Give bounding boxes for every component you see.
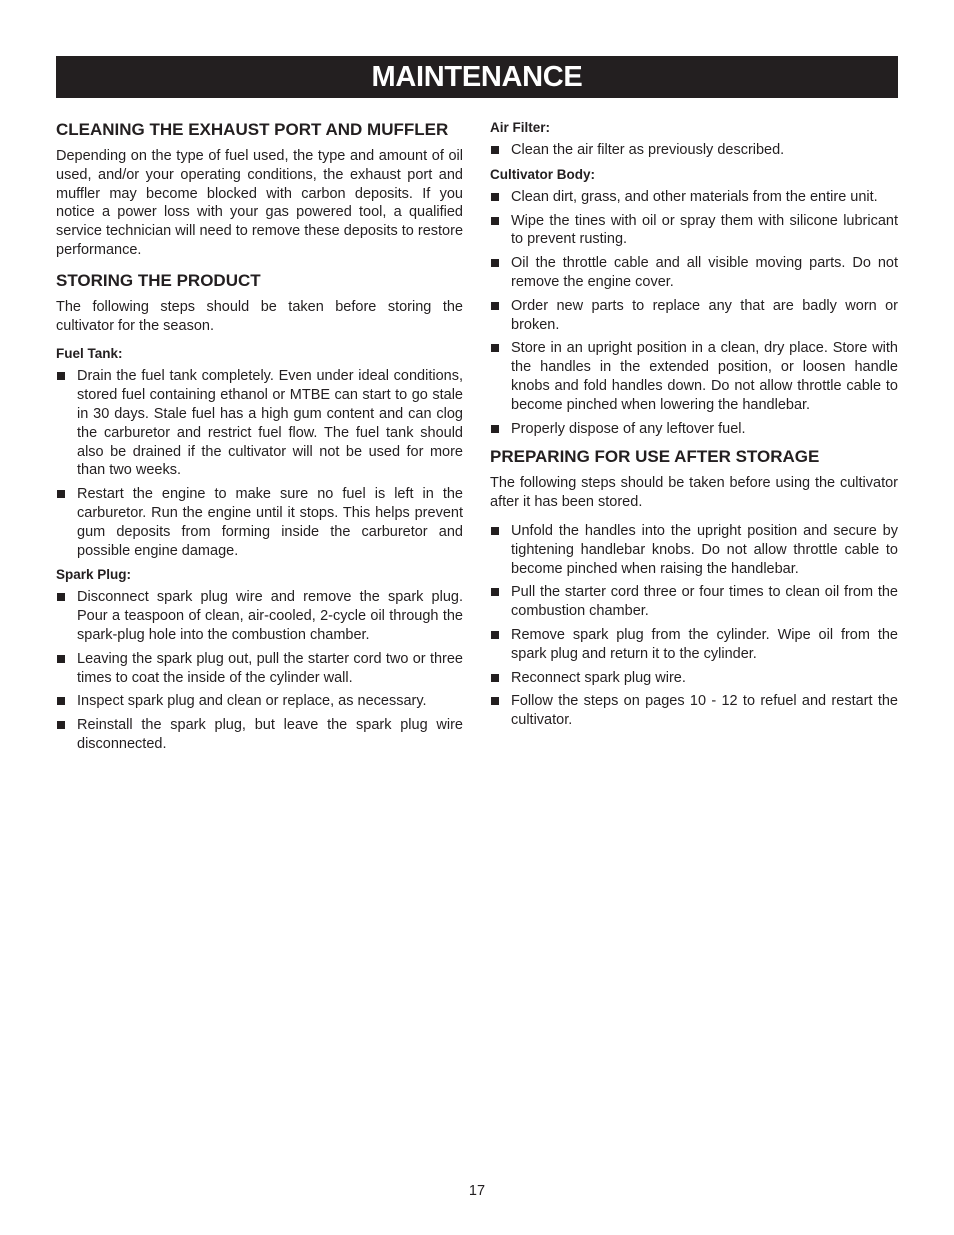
square-bullet-icon — [491, 588, 499, 596]
square-bullet-icon — [491, 674, 499, 682]
list-item-text: Unfold the handles into the upright position and secure by tightening handlebar knobs. Do not allow throttle cable to become pinched when raising the handlebar. — [511, 522, 898, 577]
cultivator-body-label: Cultivator Body: — [490, 166, 596, 182]
list-item-text: Follow the steps on pages 10 - 12 to refuel and restart the cultivator. — [511, 693, 898, 729]
list-item — [490, 522, 898, 578]
list-item-text: Wipe the tines with oil or spray them with silicone lubricant to prevent rusting. — [511, 212, 898, 248]
list-item-text: Inspect spark plug and clean or replace, as necessary. — [77, 693, 427, 710]
preparing-heading: PREPARING FOR USE AFTER STORAGE — [490, 447, 820, 467]
list-item-text: Order new parts to replace any that are badly worn or broken. — [511, 297, 898, 333]
list-item-text: Remove spark plug from the cylinder. Wipe oil from the spark plug and return it to the cylinder. — [511, 626, 898, 662]
list-item-text: Properly dispose of any leftover fuel. — [511, 420, 746, 437]
list-item — [56, 650, 463, 688]
exhaust-heading: CLEANING THE EXHAUST PORT AND MUFFLER — [56, 120, 449, 139]
spark-plug-label: Spark Plug: — [56, 567, 132, 583]
list-item — [56, 485, 463, 560]
fuel-tank-label: Fuel Tank: — [56, 346, 123, 362]
square-bullet-icon — [491, 146, 499, 154]
storing-heading: STORING THE PRODUCT — [56, 270, 261, 290]
page-banner-title: MAINTENANCE — [56, 56, 898, 98]
square-bullet-icon — [57, 372, 65, 380]
air-filter-label: Air Filter: — [490, 120, 551, 135]
list-item — [56, 588, 463, 644]
list-item — [490, 141, 898, 160]
square-bullet-icon — [57, 490, 65, 498]
list-item — [490, 420, 898, 439]
list-item — [490, 692, 898, 730]
square-bullet-icon — [57, 655, 65, 663]
list-item — [56, 716, 463, 754]
list-item-text: Clean dirt, grass, and other materials from the entire unit. — [511, 188, 878, 205]
square-bullet-icon — [491, 344, 499, 352]
square-bullet-icon — [57, 593, 65, 601]
square-bullet-icon — [491, 217, 499, 225]
preparing-intro: The following steps should be taken before using the cultivator after it has been stored. — [490, 475, 898, 511]
list-item — [490, 212, 898, 250]
square-bullet-icon — [491, 697, 499, 705]
square-bullet-icon — [491, 425, 499, 433]
list-item-text: Clean the air filter as previously described. — [511, 142, 785, 158]
list-item — [490, 297, 898, 335]
spark-plug-list — [56, 588, 463, 753]
page-number: 17 — [468, 1183, 486, 1199]
storing-intro: The following steps should be taken before storing the cultivator for the season. — [56, 298, 463, 334]
square-bullet-icon — [491, 193, 499, 201]
list-item-text: Reconnect spark plug wire. — [511, 669, 686, 686]
list-item-text: Leaving the spark plug out, pull the starter cord two or three times to coat the inside of the cylinder wall. — [77, 650, 463, 686]
square-bullet-icon — [57, 697, 65, 705]
list-item — [490, 254, 898, 292]
air-filter-list — [490, 141, 898, 160]
fuel-tank-list — [56, 367, 463, 560]
square-bullet-icon — [491, 527, 499, 535]
list-item-text: Oil the throttle cable and all visible moving parts. Do not remove the engine cover. — [511, 255, 898, 290]
square-bullet-icon — [491, 259, 499, 267]
square-bullet-icon — [491, 302, 499, 310]
preparing-list — [490, 522, 898, 730]
list-item — [56, 692, 463, 711]
list-item — [490, 339, 898, 414]
list-item — [490, 669, 898, 688]
list-item-text: Restart the engine to make sure no fuel is left in the carburetor. Run the engine until it stops. This helps prevent gum deposits from forming inside the carburetor and possible engine damage. — [77, 486, 463, 559]
list-item-text: Pull the starter cord three or four times to clean oil from the combustion chamber. — [511, 584, 898, 620]
square-bullet-icon — [57, 721, 65, 729]
list-item — [490, 626, 898, 664]
list-item — [490, 188, 898, 207]
list-item-text: Reinstall the spark plug, but leave the spark plug wire disconnected. — [77, 717, 463, 752]
list-item — [490, 583, 898, 621]
left-column — [56, 119, 463, 760]
list-item-text: Disconnect spark plug wire and remove the spark plug. Pour a teaspoon of clean, air-cooled, 2-cycle oil through the spark-plug hole into the combustion chamber. — [77, 589, 463, 643]
list-item-text: Drain the fuel tank completely. Even under ideal conditions, stored fuel containing ethanol or MTBE can start to go stale in 30 days. Stale fuel has a high gum content and can clog the carburetor and restrict fuel flow. The fuel tank should also be drained if the cultivator will not be used for more than two weeks. — [77, 368, 463, 479]
right-column — [490, 119, 898, 736]
list-item-text: Store in an upright position in a clean, dry place. Store with the handles in the extended position, or loosen handle knobs and fold handles down. Do not allow throttle cable to become pinched when lowering the handlebar. — [511, 340, 898, 413]
exhaust-body: Depending on the type of fuel used, the type and amount of oil used, and/or your operating conditions, the exhaust port and muffler may become blocked with carbon deposits. If you notice a power loss with your gas powered tool, a qualified service technician will need to remove these deposits to restore performance. — [56, 148, 464, 258]
cultivator-body-list — [490, 188, 898, 439]
square-bullet-icon — [491, 631, 499, 639]
list-item — [56, 367, 463, 480]
